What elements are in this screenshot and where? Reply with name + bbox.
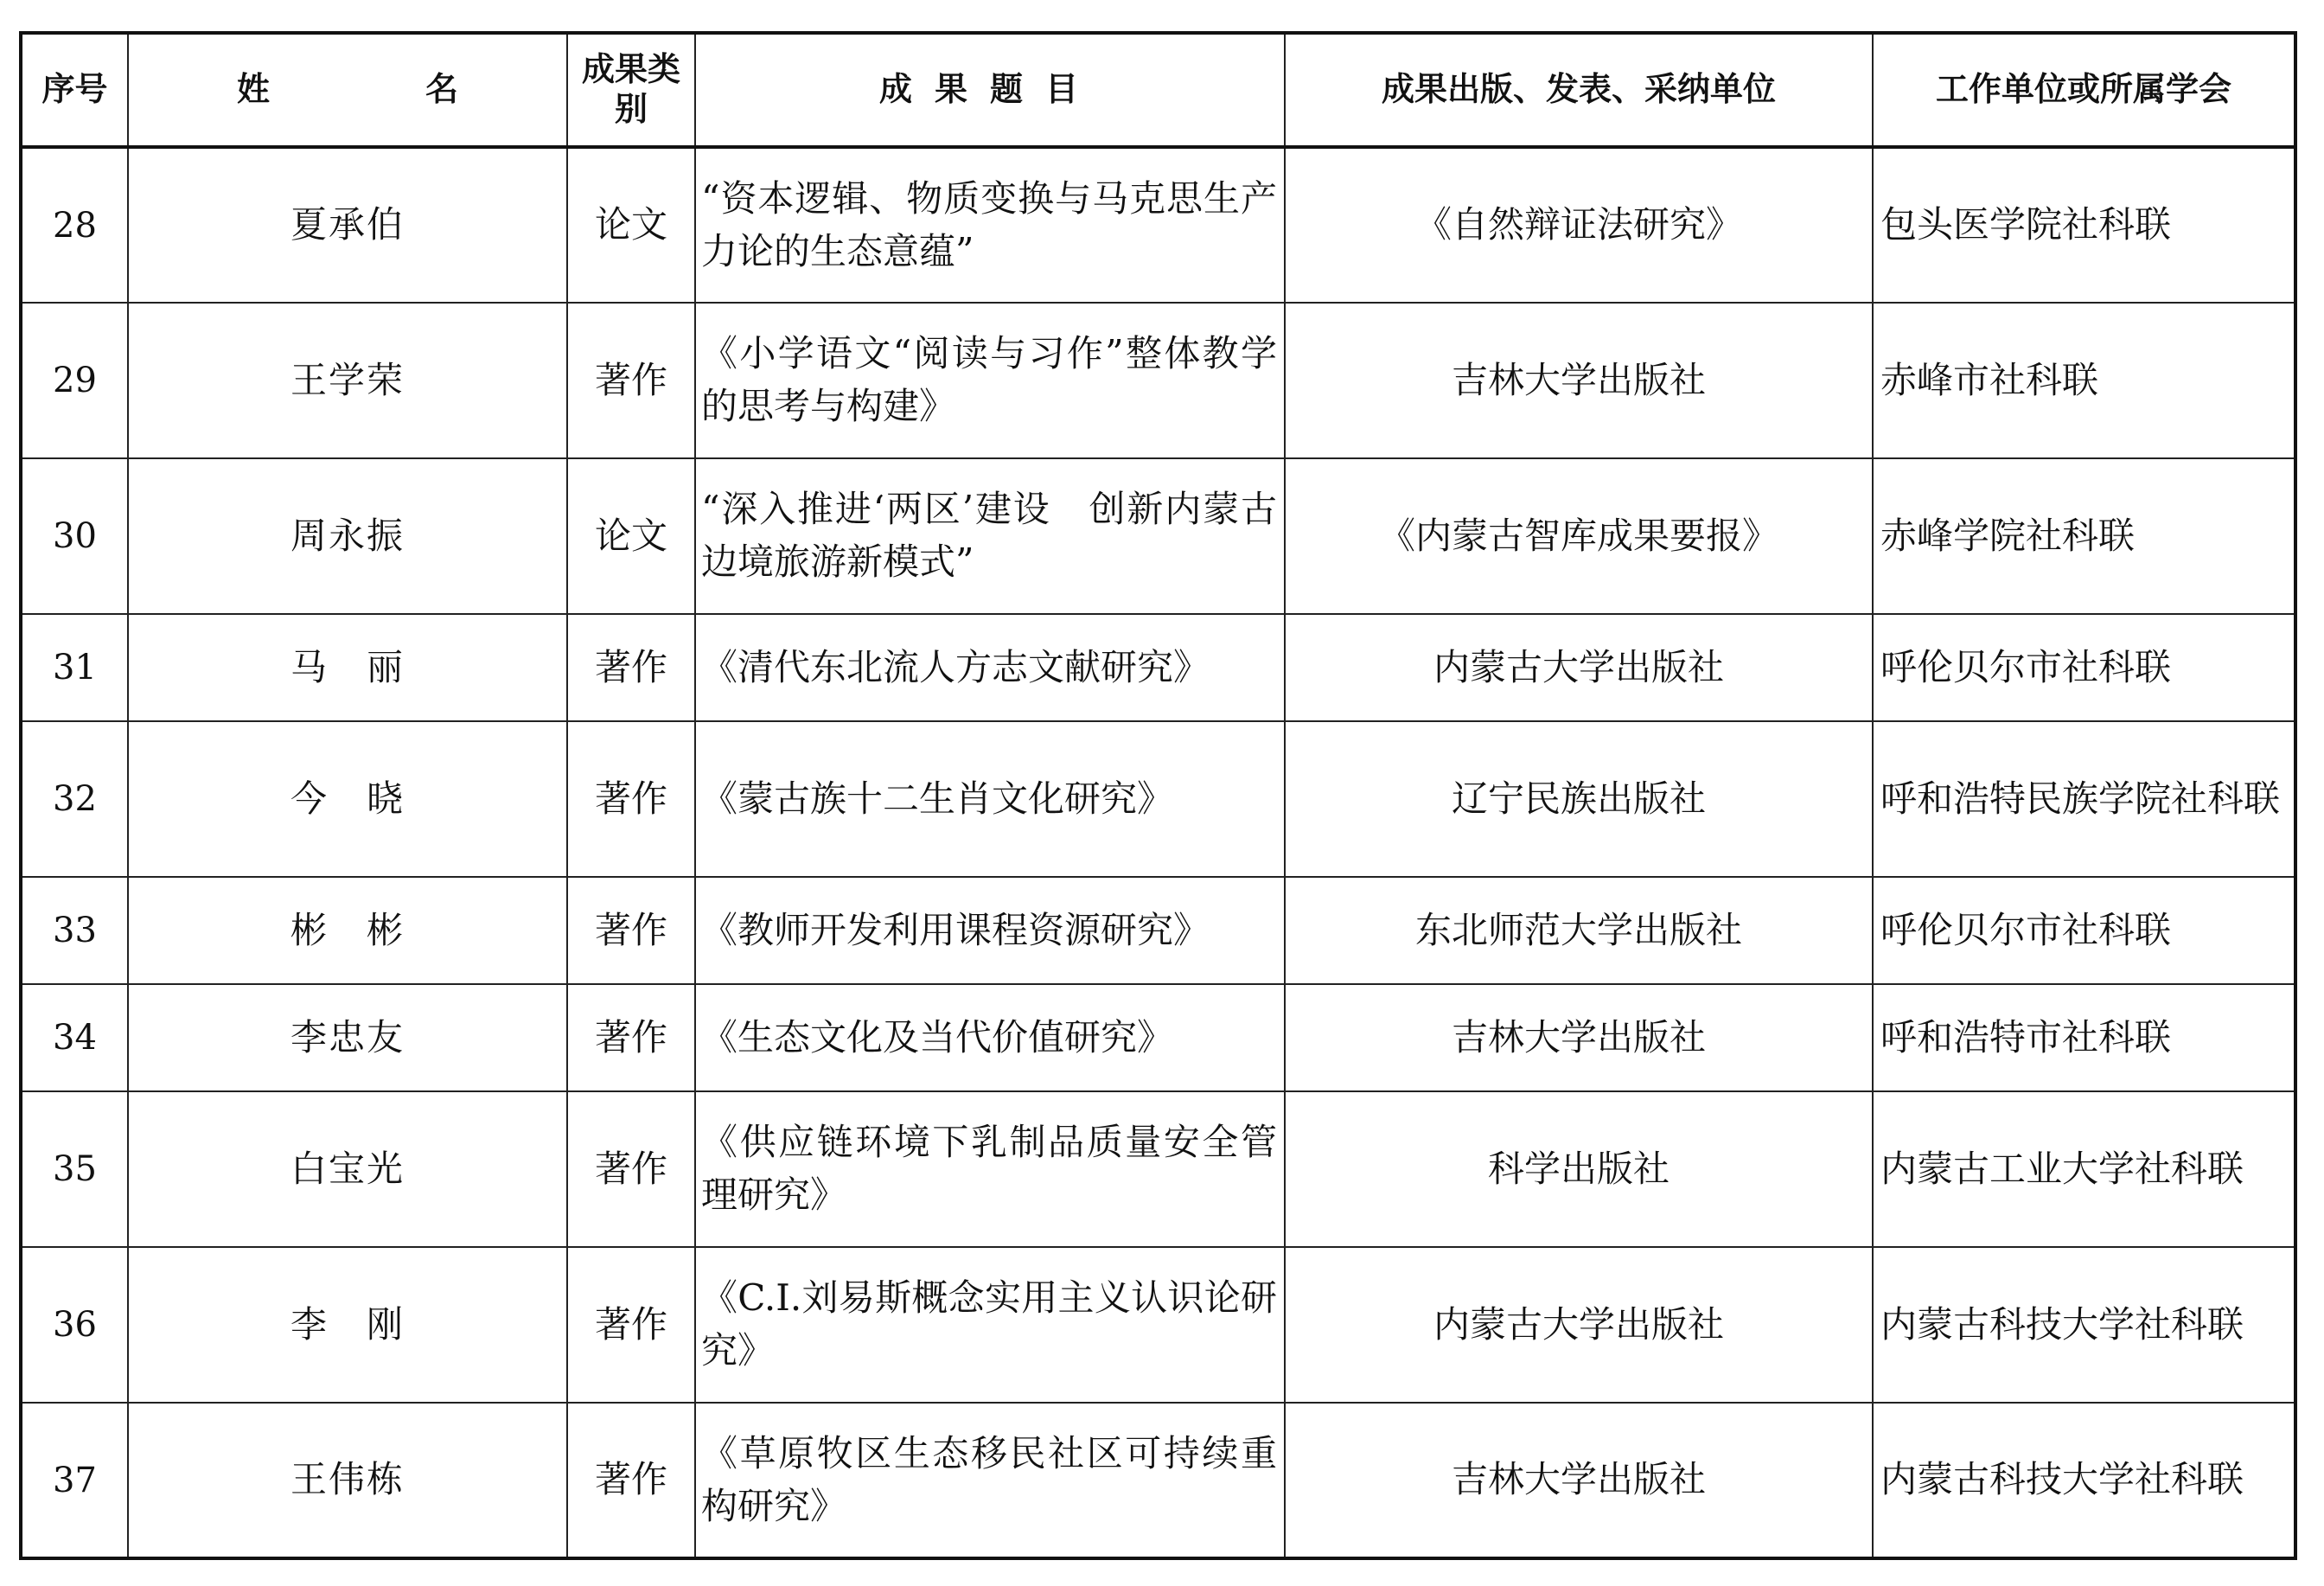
award-list-sheet (19, 31, 2294, 1555)
publisher: 内蒙古大学出版社 (1285, 614, 1873, 721)
result-type: 著作 (567, 721, 695, 877)
work-unit: 赤峰市社科联 (1873, 303, 2295, 458)
publisher: 《自然辩证法研究》 (1285, 147, 1873, 303)
table-row (21, 984, 2295, 1091)
award-rows (21, 147, 2295, 1558)
result-type: 著作 (567, 1403, 695, 1558)
result-type: 著作 (567, 877, 695, 984)
result-title: 《供应链环境下乳制品质量安全管理研究》 (695, 1091, 1285, 1247)
header-unit: 工作单位或所属学会 (1873, 33, 2295, 147)
result-title: 《教师开发利用课程资源研究》 (695, 877, 1285, 984)
work-unit: 呼和浩特民族学院社科联 (1873, 721, 2295, 877)
table-row (21, 1091, 2295, 1247)
author-name: 今 晓 (128, 721, 567, 877)
work-unit: 包头医学院社科联 (1873, 147, 2295, 303)
result-title: 《清代东北流人方志文献研究》 (695, 614, 1285, 721)
row-index: 33 (21, 877, 128, 984)
row-index: 32 (21, 721, 128, 877)
result-type: 论文 (567, 147, 695, 303)
row-index: 37 (21, 1403, 128, 1558)
table-row (21, 614, 2295, 721)
result-type: 著作 (567, 1091, 695, 1247)
author-name: 王学荣 (128, 303, 567, 458)
table-row (21, 721, 2295, 877)
author-name: 周永振 (128, 458, 567, 614)
work-unit: 内蒙古科技大学社科联 (1873, 1247, 2295, 1403)
work-unit: 呼和浩特市社科联 (1873, 984, 2295, 1091)
work-unit: 内蒙古工业大学社科联 (1873, 1091, 2295, 1247)
author-name: 王伟栋 (128, 1403, 567, 1558)
row-index: 34 (21, 984, 128, 1091)
table-row (21, 458, 2295, 614)
row-index: 35 (21, 1091, 128, 1247)
author-name: 李忠友 (128, 984, 567, 1091)
result-type: 著作 (567, 303, 695, 458)
header-name (128, 33, 567, 147)
publisher: 内蒙古大学出版社 (1285, 1247, 1873, 1403)
row-index: 31 (21, 614, 128, 721)
result-title: “深入推进‘两区’建设 创新内蒙古边境旅游新模式” (695, 458, 1285, 614)
table-row (21, 303, 2295, 458)
header-name-second: 名 (425, 70, 459, 109)
header-publisher: 成果出版、发表、采纳单位 (1285, 33, 1873, 147)
row-index: 36 (21, 1247, 128, 1403)
author-name: 彬 彬 (128, 877, 567, 984)
result-type: 著作 (567, 1247, 695, 1403)
result-title: 《生态文化及当代价值研究》 (695, 984, 1285, 1091)
header-name-first: 姓 (236, 70, 270, 109)
publisher: 科学出版社 (1285, 1091, 1873, 1247)
header-title: 成果题目 (695, 33, 1285, 147)
publisher: 吉林大学出版社 (1285, 303, 1873, 458)
award-table (19, 31, 2297, 1560)
result-title: 《草原牧区生态移民社区可持续重构研究》 (695, 1403, 1285, 1558)
result-type: 著作 (567, 984, 695, 1091)
header-type: 成果类别 (567, 33, 695, 147)
table-row (21, 1247, 2295, 1403)
row-index: 30 (21, 458, 128, 614)
publisher: 《内蒙古智库成果要报》 (1285, 458, 1873, 614)
publisher: 吉林大学出版社 (1285, 1403, 1873, 1558)
table-row (21, 877, 2295, 984)
publisher: 辽宁民族出版社 (1285, 721, 1873, 877)
table-row (21, 147, 2295, 303)
result-type: 著作 (567, 614, 695, 721)
result-title: 《蒙古族十二生肖文化研究》 (695, 721, 1285, 877)
work-unit: 内蒙古科技大学社科联 (1873, 1403, 2295, 1558)
result-title: “资本逻辑、物质变换与马克思生产力论的生态意蕴” (695, 147, 1285, 303)
author-name: 李 刚 (128, 1247, 567, 1403)
work-unit: 呼伦贝尔市社科联 (1873, 614, 2295, 721)
work-unit: 呼伦贝尔市社科联 (1873, 877, 2295, 984)
author-name: 白宝光 (128, 1091, 567, 1247)
header-index: 序号 (21, 33, 128, 147)
publisher: 吉林大学出版社 (1285, 984, 1873, 1091)
header-row (21, 33, 2295, 147)
result-type: 论文 (567, 458, 695, 614)
table-row (21, 1403, 2295, 1558)
author-name: 马 丽 (128, 614, 567, 721)
publisher: 东北师范大学出版社 (1285, 877, 1873, 984)
row-index: 29 (21, 303, 128, 458)
result-title: 《C.I.刘易斯概念实用主义认识论研究》 (695, 1247, 1285, 1403)
work-unit: 赤峰学院社科联 (1873, 458, 2295, 614)
result-title: 《小学语文“阅读与习作”整体教学的思考与构建》 (695, 303, 1285, 458)
row-index: 28 (21, 147, 128, 303)
author-name: 夏承伯 (128, 147, 567, 303)
